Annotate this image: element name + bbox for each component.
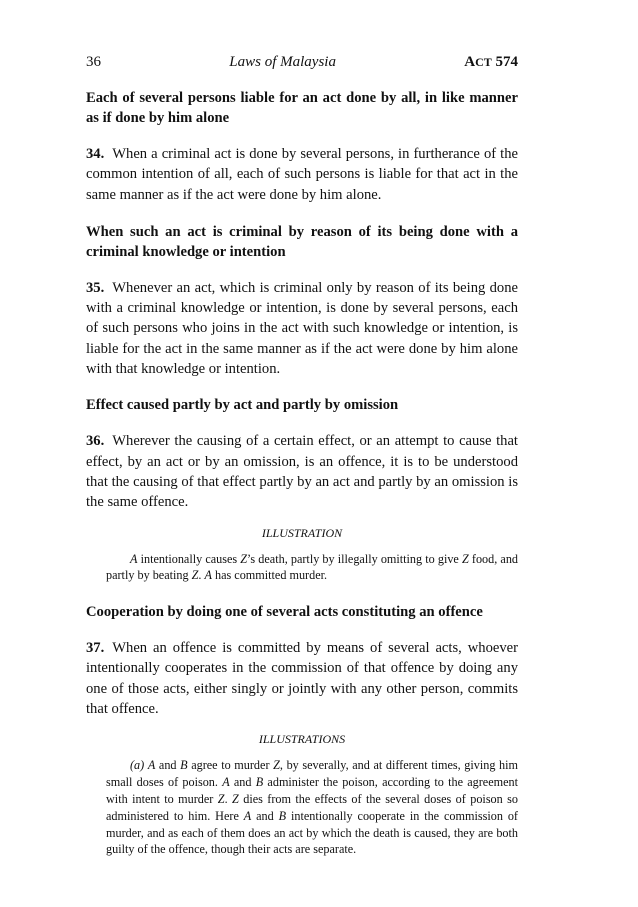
section-37-illustration-a: (a) A and B agree to murder Z, by severally, and at different times, giving him small doses of poison. A and B administer the poison, according to the agreement with intent to murder Z. Z dies from the effects of the several doses of poison so administered to him. Here A and B intentionally cooperate in the commission of murder, and as each of them does an act by which the death is caused, they are both guilty of the offence, though their acts are separate.	[106, 758, 519, 857]
running-title: Laws of Malaysia	[229, 54, 336, 70]
act-digits: 574	[491, 54, 518, 70]
section-35-number: 35.	[86, 279, 105, 296]
section-34-body: When a criminal act is done by several persons, in furtherance of the common intention of all, each of such persons is liable for that act in the same manner as if the act were done by him alone.	[86, 146, 518, 203]
section-37-number: 37.	[86, 640, 105, 657]
section-35-text	[86, 278, 518, 379]
section-35-heading: When such an act is criminal by reason of its being done with a criminal knowledge or intention	[86, 223, 518, 260]
section-37-text	[86, 638, 518, 719]
section-37-body: When an offence is committed by means of several acts, whoever intentionally cooperates in the commission of that offence by doing any one of those acts, either singly or jointly with any other person, commits that offence.	[86, 640, 518, 718]
illustration-title: ILLUSTRATION	[261, 525, 343, 540]
section-37-heading: Cooperation by doing one of several acts constituting an offence	[86, 604, 483, 621]
section-34-text	[86, 144, 518, 205]
section-36-text	[86, 431, 518, 512]
section-35-body: Whenever an act, which is criminal only by reason of its being done with a criminal knowledge or intention, is done by several persons, each of such persons who joins in the act with such knowledge or intention, is liable for the act in the same manner as if the act were done by him alone with that knowledge or intention.	[86, 279, 518, 378]
section-36-number: 36.	[86, 433, 105, 450]
page-number: 36	[86, 54, 101, 70]
section-34-number: 34.	[86, 146, 105, 162]
section-34-heading: Each of several persons liable for an act done by all, in like manner as if done by him alone	[86, 90, 518, 126]
act-letter-a: A	[464, 54, 476, 70]
section-36-illustration: A intentionally causes Z’s death, partly by illegally omitting to give Z food, and partly by beating Z. A has committed murder.	[106, 551, 519, 583]
act-letters-ct: CT	[475, 55, 492, 69]
illustrations-title: ILLUSTRATIONS	[258, 732, 346, 747]
section-36-heading: Effect caused partly by act and partly by omission	[86, 397, 399, 414]
section-36-body: Wherever the causing of a certain effect, or an attempt to cause that effect, by an act or by an omission, is an offence, it is to be understood that the causing of that effect partly by an act and partly by an omission is the same offence.	[86, 433, 518, 511]
running-header	[86, 54, 518, 78]
act-number	[464, 54, 518, 71]
document-page	[86, 54, 518, 858]
